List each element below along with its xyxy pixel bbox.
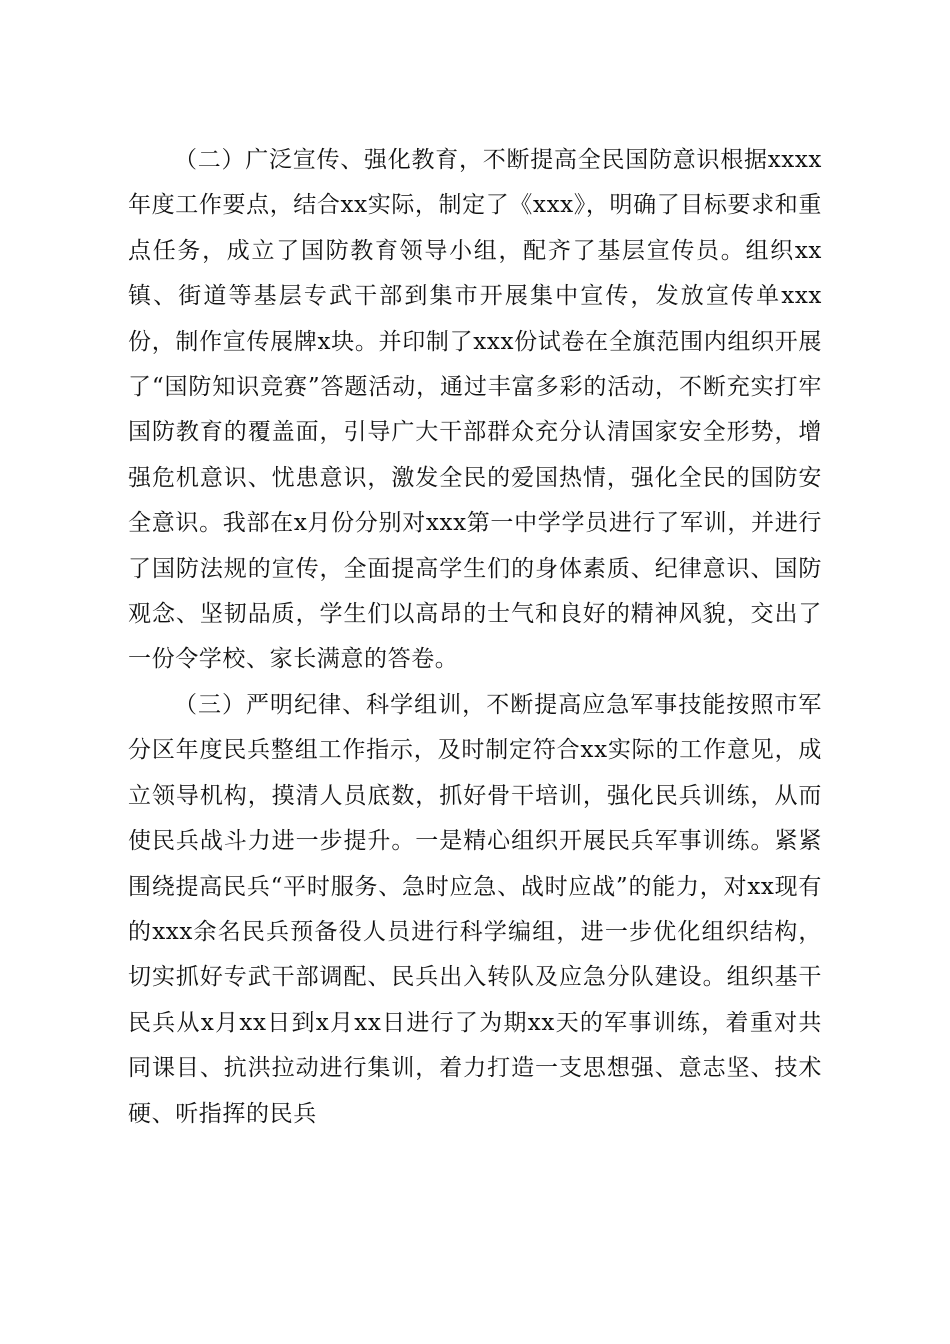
document-body <box>128 138 822 1137</box>
paragraph-militia-training: （三）严明纪律、科学组训，不断提高应急军事技能按照市军分区年度民兵整组工作指示，及时制定符合xx实际的工作意见，成立领导机构，摸清人员底数，抓好骨干培训，强化民兵训练，从而使民兵战斗力进一步提升。一是精心组织开展民兵军事训练。紧紧围绕提高民兵“平时服务、急时应急、战时应战”的能力，对xx现有的xxx余名民兵预备役人员进行科学编组，进一步优化组织结构，切实抓好专武干部调配、民兵出入转队及应急分队建设。组织基干民兵从x月xx日到x月xx日进行了为期xx天的军事训练，着重对共同课目、抗洪拉动进行集训，着力打造一支思想强、意志坚、技术硬、听指挥的民兵 <box>128 691 822 1127</box>
paragraph-national-defense-education: （二）广泛宣传、强化教育，不断提高全民国防意识根据xxxx年度工作要点，结合xx实际，制定了《xxx》，明确了目标要求和重点任务，成立了国防教育领导小组，配齐了基层宣传员。组织xx镇、街道等基层专武干部到集市开展集中宣传，发放宣传单xxx份，制作宣传展牌x块。并印制了xxx份试卷在全旗范围内组织开展了“国防知识竞赛”答题活动，通过丰富多彩的活动，不断充实打牢国防教育的覆盖面，引导广大干部群众充分认清国家安全形势，增强危机意识、忧患意识，激发全民的爱国热情，强化全民的国防安全意识。我部在x月份分别对xxx第一中学学员进行了军训，并进行了国防法规的宣传，全面提高学生们的身体素质、纪律意识、国防观念、坚韧品质，学生们以高昂的士气和良好的精神风貌，交出了一份令学校、家长满意的答卷。 <box>128 147 822 673</box>
